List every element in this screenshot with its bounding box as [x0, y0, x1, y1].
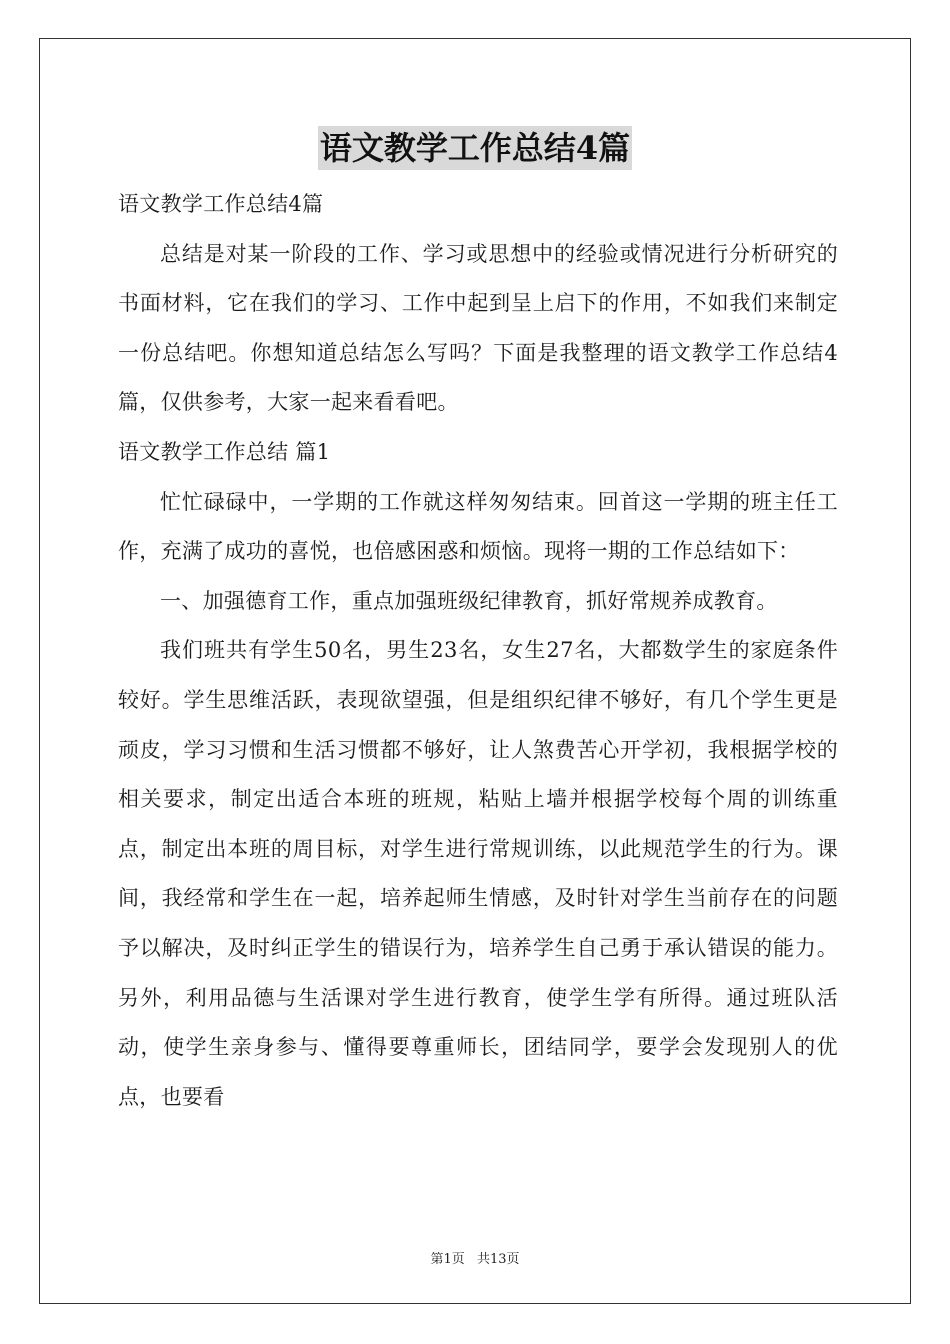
paragraph-subtitle: 语文教学工作总结4篇 [118, 192, 324, 216]
page-footer [0, 1248, 950, 1267]
paragraph-point-one: 一、加强德育工作，重点加强班级纪律教育，抓好常规养成教育。 [160, 588, 778, 613]
document-body [118, 180, 838, 1122]
paragraph-summary-opening: 忙忙碌碌中，一学期的工作就这样匆匆结束。回首这一学期的班主任工作，充满了成功的喜悦，也倍感困惑和烦恼。现将一期的工作总结如下： [118, 489, 838, 564]
paragraph-class-details: 我们班共有学生50名，男生23名，女生27名，大都数学生的家庭条件较好。学生思维活跃，表现欲望强，但是组织纪律不够好，有几个学生更是顽皮，学习习惯和生活习惯都不够好，让人煞费苦心开学初，我根据学校的相关要求，制定出适合本班的班规，粘贴上墙并根据学校每个周的训练重点，制定出本班的周目标，对学生进行常规训练，以此规范学生的行为。课间，我经常和学生在一起，培养起师生情感，及时针对学生当前存在的问题予以解决，及时纠正学生的错误行为，培养学生自己勇于承认错误的能力。另外，利用品德与生活课对学生进行教育，使学生学有所得。通过班队活动，使学生亲身参与、懂得要尊重师长，团结同学，要学会发现别人的优点，也要看 [118, 638, 838, 1109]
title-wrap [0, 126, 950, 170]
paragraph-section-heading: 语文教学工作总结 篇1 [118, 439, 331, 464]
document-title: 语文教学工作总结4篇 [318, 126, 632, 170]
paragraph-intro: 总结是对某一阶段的工作、学习或思想中的经验或情况进行分析研究的书面材料，它在我们的学习、工作中起到呈上启下的作用，不如我们来制定一份总结吧。你想知道总结怎么写吗？下面是我整理的语文教学工作总结4篇，仅供参考，大家一起来看看吧。 [118, 241, 838, 415]
page-number: 第1页 [430, 1252, 465, 1267]
page-total: 共13页 [476, 1252, 520, 1267]
